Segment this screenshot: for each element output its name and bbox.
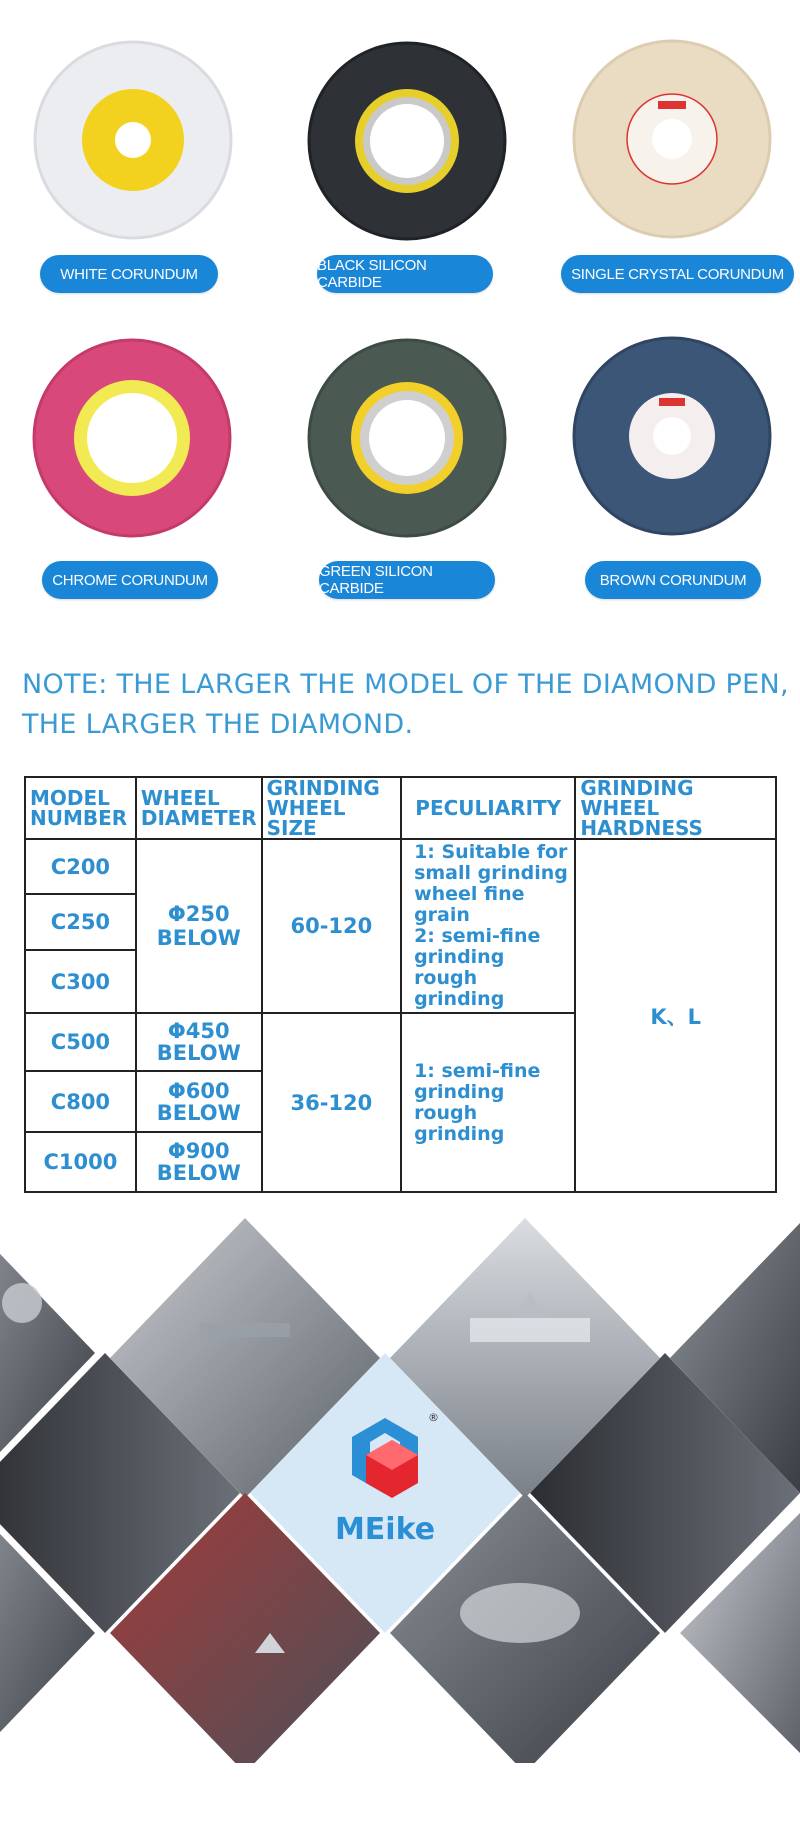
label-green-silicon-carbide: GREEN SILICON CARBIDE — [319, 561, 495, 599]
size-cell: 36-120 — [262, 1013, 401, 1192]
header-wheel-diameter: WHEEL DIAMETER — [136, 777, 262, 839]
hardness-cell: K、L — [575, 839, 776, 1192]
wheel-image — [32, 338, 232, 538]
spec-table — [24, 776, 777, 1193]
model-cell: C1000 — [25, 1132, 136, 1192]
brand-name: MEike — [334, 1512, 436, 1547]
table-header-row — [25, 777, 776, 839]
wheel-chrome-corundum — [32, 338, 232, 538]
wheel-green-silicon-carbide — [307, 338, 507, 538]
wheel-image — [307, 338, 507, 538]
machining-collage — [0, 1213, 800, 1763]
note-text — [22, 665, 792, 745]
peculiarity-cell: 1: semi-fine grinding rough grinding — [401, 1013, 575, 1192]
diameter-cell: Φ450 BELOW — [136, 1013, 262, 1071]
diameter-cell: Φ600 BELOW — [136, 1071, 262, 1132]
wheel-brown-corundum — [572, 336, 772, 536]
header-grinding-wheel-size: GRINDING WHEEL SIZE — [262, 777, 401, 839]
label-chrome-corundum: CHROME CORUNDUM — [42, 561, 218, 599]
diameter-cell: Φ900 BELOW — [136, 1132, 262, 1192]
model-cell: C250 — [25, 894, 136, 950]
wheel-image — [307, 41, 507, 241]
header-peculiarity: PECULIARITY — [401, 777, 575, 839]
header-model-number: MODEL NUMBER — [25, 777, 136, 839]
wheel-image — [572, 336, 772, 536]
wheel-image — [572, 39, 772, 239]
diameter-cell: Φ250 BELOW — [136, 839, 262, 1013]
note-line-1: NOTE: THE LARGER THE MODEL OF THE DIAMOND PEN, — [22, 669, 789, 700]
model-cell: C200 — [25, 839, 136, 894]
wheel-single-crystal-corundum — [572, 39, 772, 239]
label-black-silicon-carbide: BLACK SILICON CARBIDE — [317, 255, 493, 293]
label-single-crystal-corundum: SINGLE CRYSTAL CORUNDUM — [561, 255, 794, 293]
wheel-white-corundum — [33, 40, 233, 240]
model-cell: C500 — [25, 1013, 136, 1071]
note-line-2: THE LARGER THE DIAMOND. — [22, 709, 414, 740]
label-white-corundum: WHITE CORUNDUM — [40, 255, 218, 293]
wheel-image — [33, 40, 233, 240]
size-cell: 60-120 — [262, 839, 401, 1013]
peculiarity-cell: 1: Suitable for small grinding wheel fine grain 2: semi-fine grinding rough grinding — [401, 839, 575, 1013]
table-row — [25, 839, 776, 894]
model-cell: C300 — [25, 950, 136, 1013]
wheel-black-silicon-carbide — [307, 41, 507, 241]
header-wheel-hardness: GRINDING WHEEL HARDNESS — [575, 777, 776, 839]
model-cell: C800 — [25, 1071, 136, 1132]
registered-mark: ® — [428, 1411, 439, 1424]
label-brown-corundum: BROWN CORUNDUM — [585, 561, 761, 599]
